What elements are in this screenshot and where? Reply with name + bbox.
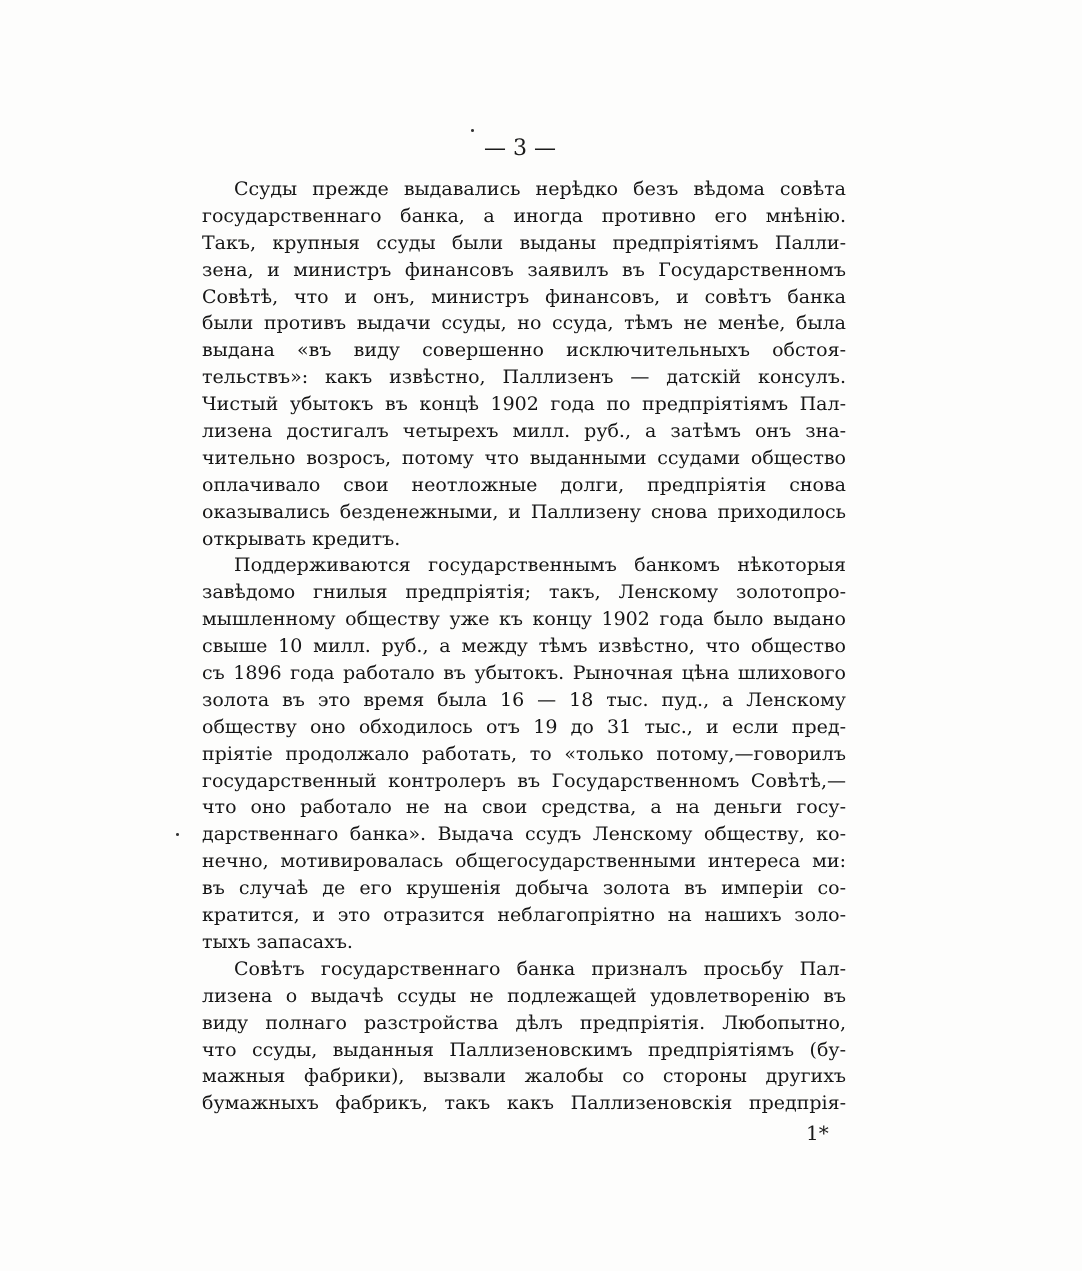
text-line: зена, и министръ финансовъ заявилъ въ Государственномъ xyxy=(202,258,846,281)
paragraph xyxy=(202,552,846,955)
text-line: золота въ это время была 16 — 18 тыс. пуд., а Ленскому xyxy=(202,688,846,711)
text-line: выдана «въ виду совершенно исключительныхъ обстоя- xyxy=(202,339,846,362)
text-line: чительно возросъ, потому что выданными ссудами общество xyxy=(202,446,846,469)
text-line: въ случаѣ де его крушенія добыча золота въ имперіи со- xyxy=(202,877,846,900)
text-line: оплачивало свои неотложные долги, предпріятія снова xyxy=(202,473,846,496)
text-line: оказывались безденежными, и Паллизену снова приходилось xyxy=(202,500,846,523)
text-line: лизена достигалъ четырехъ милл. руб., а затѣмъ онъ зна- xyxy=(202,420,846,443)
text-line: мажныя фабрики), вызвали жалобы со стороны другихъ xyxy=(202,1065,846,1088)
text-line: съ 1896 года работало въ убытокъ. Рыночная цѣна шлихового xyxy=(202,662,846,685)
body-text xyxy=(202,176,846,1117)
text-line: Чистый убытокъ въ концѣ 1902 года по предпріятіямъ Пал- xyxy=(202,393,846,416)
page-number: — 3 — xyxy=(484,136,556,161)
text-line: мышленному обществу уже къ концу 1902 года было выдано xyxy=(202,608,846,631)
text-line: государственный контролеръ въ Государственномъ Совѣтѣ,— xyxy=(202,769,846,792)
text-line: Ссуды прежде выдавались нерѣдко безъ вѣдома совѣта xyxy=(234,178,846,200)
signature-mark: 1* xyxy=(806,1121,829,1145)
text-line: Совѣтъ государственнаго банка призналъ просьбу Пал- xyxy=(234,957,846,980)
text-line: что ссуды, выданныя Паллизеновскимъ предпріятіямъ (бу- xyxy=(202,1038,846,1061)
text-line: тельствъ»: какъ извѣстно, Паллизенъ — датскій консулъ. xyxy=(202,366,846,389)
text-line: Совѣтѣ, что и онъ, министръ финансовъ, и совѣтъ банка xyxy=(202,285,846,308)
paragraph xyxy=(202,956,846,1117)
text-line: лизена о выдачѣ ссуды не подлежащей удовлетворенію въ xyxy=(202,984,846,1007)
text-line: тыхъ запасахъ. xyxy=(202,930,353,953)
text-line: что оно работало не на свои средства, а на деньги госу- xyxy=(202,796,846,819)
text-line: свыше 10 милл. руб., а между тѣмъ извѣстно, что общество xyxy=(202,635,846,658)
text-line: государственнаго банка, а иногда противно его мнѣнію. xyxy=(202,204,846,227)
text-line: открывать кредитъ. xyxy=(202,527,401,550)
text-line: обществу оно обходилось отъ 19 до 31 тыс., и если пред- xyxy=(202,715,846,738)
text-line: кратится, и это отразится неблагопріятно на нашихъ золо- xyxy=(202,904,846,927)
text-line: дарственнаго банка». Выдача ссудъ Ленскому обществу, ко- xyxy=(202,823,846,846)
print-speck xyxy=(176,833,179,836)
text-line: Такъ, крупныя ссуды были выданы предпріятіямъ Палли- xyxy=(202,231,846,254)
text-line: виду полнаго разстройства дѣлъ предпріятія. Любопытно, xyxy=(202,1011,846,1034)
text-line: нечно, мотивировалась общегосударственными интереса ми: xyxy=(202,850,846,873)
text-line: пріятіе продолжало работать, то «только потому,—говорилъ xyxy=(202,742,846,765)
paragraph xyxy=(202,176,846,552)
text-line: Поддерживаются государственнымъ банкомъ нѣкоторыя xyxy=(234,554,846,577)
text-line: были противъ выдачи ссуды, но ссуда, тѣмъ не менѣе, была xyxy=(202,312,846,335)
text-line: бумажныхъ фабрикъ, такъ какъ Паллизеновскія предпрія- xyxy=(202,1092,846,1115)
print-speck xyxy=(471,129,474,132)
text-line: завѣдомо гнилыя предпріятія; такъ, Ленскому золотопро- xyxy=(202,581,846,604)
